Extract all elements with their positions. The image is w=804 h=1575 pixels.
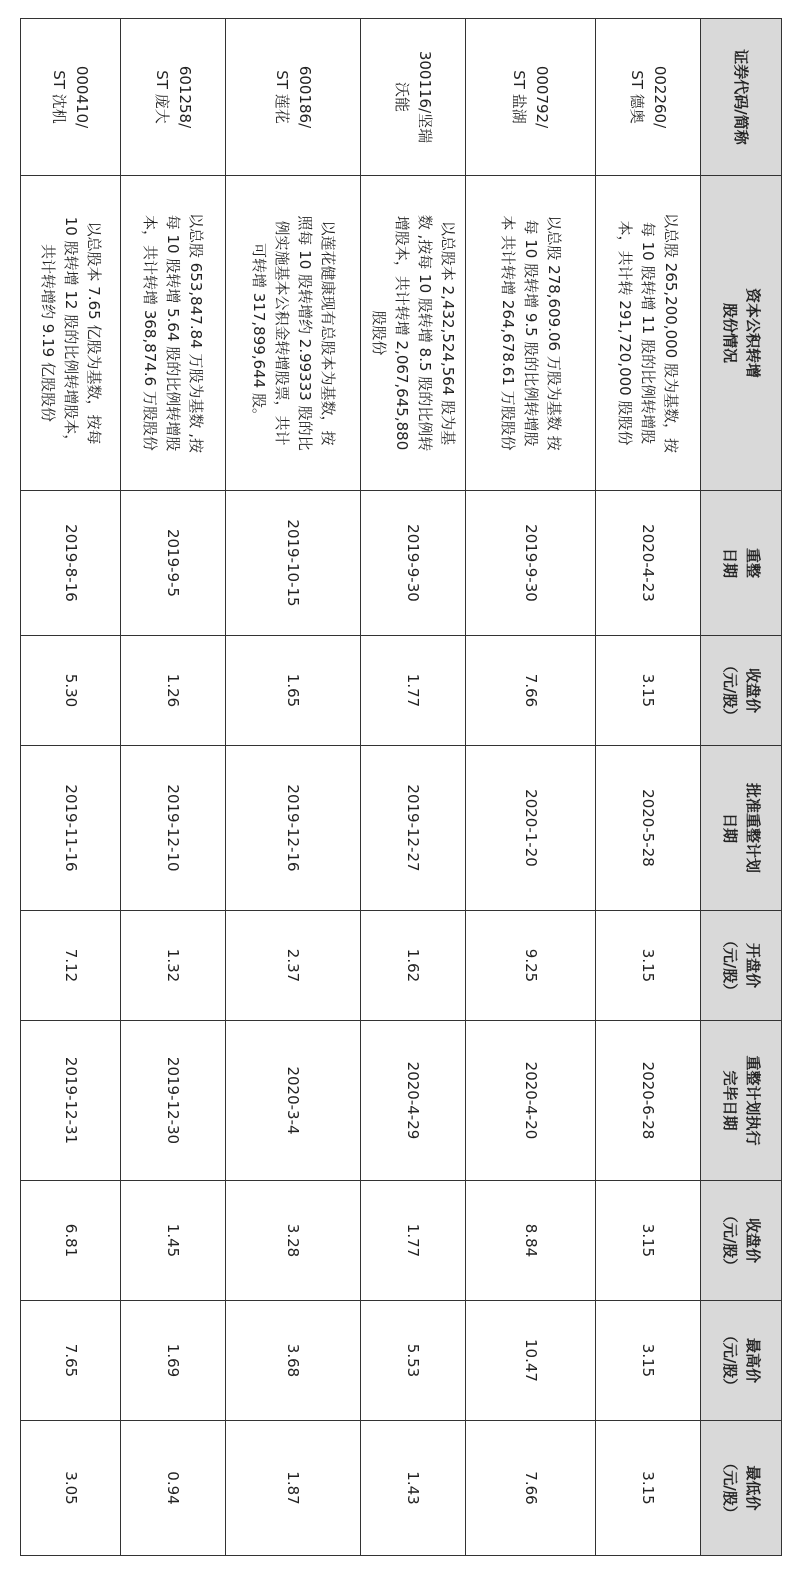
value-cell: 3.15 [596, 911, 701, 1021]
value-cell: 2020-4-23 [596, 491, 701, 636]
cell-text-line: 增股本，共计转增 2,067,645,880 [393, 215, 411, 451]
value-cell: 2019-11-16 [21, 746, 121, 911]
cell-text-line: ST 沈机 [50, 70, 69, 124]
value-cell: 2020-4-20 [466, 1021, 596, 1181]
cell-text-line: 最低价 [744, 1465, 762, 1511]
cell-text-line: 资本公积转增 [744, 287, 762, 378]
cell-text-line: 股份情况 [721, 302, 739, 363]
value-cell: 5.53 [361, 1301, 466, 1421]
value-cell: 3.15 [596, 1181, 701, 1301]
cell-text-line: 开盘价 [744, 942, 762, 988]
cell-text-line: 每 10 股转增 11 股的比例转增股 [639, 221, 658, 445]
value-cell: 6.81 [21, 1181, 121, 1301]
value-cell: 2019-12-27 [361, 746, 466, 911]
cell-text-line: （元/股） [721, 1327, 739, 1394]
cell-text-line: 收盘价 [744, 667, 762, 713]
value-cell: 2019-9-30 [466, 491, 596, 636]
column-header [701, 1181, 782, 1301]
cell-text-line: ST 庞大 [153, 70, 171, 124]
table-row [361, 19, 466, 1556]
cell-text-line: 600186/ [296, 65, 314, 129]
value-cell: 1.69 [121, 1301, 226, 1421]
cell-text-line: 000410/ [73, 65, 92, 129]
cell-text-line: 本，共计转增 368,874.6 万股股份 [141, 215, 160, 451]
value-cell: 1.62 [361, 911, 466, 1021]
value-cell: 3.15 [596, 1301, 701, 1421]
stock-code-cell [466, 19, 596, 176]
column-header [701, 911, 782, 1021]
cell-text-line: 重整 [744, 547, 762, 578]
value-cell: 3.28 [226, 1181, 361, 1301]
value-cell: 5.30 [21, 636, 121, 746]
value-cell: 7.65 [21, 1301, 121, 1421]
value-cell: 2019-12-30 [121, 1021, 226, 1181]
column-header [701, 1421, 782, 1556]
cell-text-line: 以莲花健康现有总股本为基数，按 [319, 220, 337, 446]
capital-reserve-description-cell [466, 176, 596, 491]
cell-text-line: （元/股） [721, 1455, 739, 1521]
value-cell: 0.94 [121, 1421, 226, 1556]
cell-text-line: 以总股本 7.65 亿股为基数，按每 [85, 221, 103, 445]
cell-text-line: 每 10 股转增 5.64 股的比例转增股 [164, 214, 183, 452]
cell-text-line: （元/股） [721, 1207, 739, 1274]
value-cell: 3.15 [596, 636, 701, 746]
column-header [701, 491, 782, 636]
value-cell: 2019-8-16 [21, 491, 121, 636]
value-cell: 1.32 [121, 911, 226, 1021]
value-cell: 2020-3-4 [226, 1021, 361, 1181]
header-row [701, 19, 782, 1556]
value-cell: 7.66 [466, 1421, 596, 1556]
stock-code-cell [21, 19, 121, 176]
value-cell: 2020-1-20 [466, 746, 596, 911]
stock-code-cell [596, 19, 701, 176]
capital-reserve-description-cell [361, 176, 466, 491]
cell-text-line: 照每 10 股转增约 2.99333 股的比 [296, 215, 314, 451]
capital-reserve-description-cell [596, 176, 701, 491]
value-cell: 3.68 [226, 1301, 361, 1421]
value-cell: 7.66 [466, 636, 596, 746]
stock-code-cell [121, 19, 226, 176]
value-cell: 2020-6-28 [596, 1021, 701, 1181]
cell-text-line: 批准重整计划 [744, 782, 762, 873]
column-header [701, 19, 782, 176]
capital-reserve-description-cell [226, 176, 361, 491]
cell-text-line: 以总股 278,609.06 万股为基数 按 [545, 215, 563, 451]
cell-text-line: 以总股本 2,432,524,564 股为基 [439, 220, 457, 446]
cell-text-line: ST 德奥 [628, 70, 646, 124]
cell-text-line: 本，共计转 291,720,000 股股份 [616, 220, 635, 446]
cell-text-line: （元/股） [721, 932, 739, 999]
cell-text-line: ST 盐湖 [510, 70, 529, 124]
cell-text-line: 重整计划执行 [744, 1055, 762, 1146]
cell-text-line: 股股份 [370, 310, 388, 356]
column-header [701, 1301, 782, 1421]
column-header [701, 636, 782, 746]
stock-code-cell [361, 19, 466, 176]
cell-text-line: 601258/ [176, 65, 194, 129]
cell-text-line: 沃能 [393, 81, 411, 112]
value-cell: 2019-12-31 [21, 1021, 121, 1181]
value-cell: 1.77 [361, 1181, 466, 1301]
value-cell: 8.84 [466, 1181, 596, 1301]
cell-text-line: 以总股 653,847.84 万股为基数 ,按 [187, 213, 206, 453]
value-cell: 2019-9-30 [361, 491, 466, 636]
cell-text-line: 收盘价 [744, 1217, 762, 1263]
cell-text-line: 002260/ [651, 65, 669, 129]
table-row [121, 19, 226, 1556]
cell-text-line: 可转增 317,899,644 股。 [250, 243, 268, 423]
value-cell: 2020-4-29 [361, 1021, 466, 1181]
column-header [701, 1021, 782, 1181]
cell-text-line: 日期 [721, 812, 739, 843]
restructuring-table [20, 18, 782, 1556]
cell-text-line: （元/股） [721, 657, 739, 724]
cell-text-line: 本 共计转增 264,678.61 万股股份 [499, 215, 517, 451]
cell-text-line: 10 股转增 12 股的比例转增股本， [62, 216, 80, 450]
table-row [596, 19, 701, 1556]
cell-text-line: 000792/ [533, 65, 552, 129]
cell-text-line: 例实施基本公积金转增股票，共计 [273, 220, 291, 446]
value-cell: 2019-9-5 [121, 491, 226, 636]
value-cell: 9.25 [466, 911, 596, 1021]
value-cell: 3.05 [21, 1421, 121, 1556]
column-header [701, 746, 782, 911]
value-cell: 2020-5-28 [596, 746, 701, 911]
value-cell: 1.45 [121, 1181, 226, 1301]
value-cell: 1.77 [361, 636, 466, 746]
value-cell: 7.12 [21, 911, 121, 1021]
value-cell: 10.47 [466, 1301, 596, 1421]
value-cell: 2019-10-15 [226, 491, 361, 636]
cell-text-line: 证券代码/简称 [732, 49, 751, 145]
value-cell: 1.87 [226, 1421, 361, 1556]
cell-text-line: 日期 [721, 547, 739, 578]
value-cell: 1.65 [226, 636, 361, 746]
stock-code-cell [226, 19, 361, 176]
value-cell: 2019-12-10 [121, 746, 226, 911]
column-header [701, 176, 782, 491]
table-row [226, 19, 361, 1556]
value-cell: 3.15 [596, 1421, 701, 1556]
table-row [466, 19, 596, 1556]
cell-text-line: 以总股 265,200,000 股为基数，按 [662, 213, 681, 453]
cell-text-line: 共计转增约 9.19 亿股股份 [39, 244, 57, 422]
table-row [21, 19, 121, 1556]
value-cell: 1.43 [361, 1421, 466, 1556]
cell-text-line: 数 ,按每 10 股转增 8.5 股的比例转 [416, 214, 434, 452]
capital-reserve-description-cell [21, 176, 121, 491]
value-cell: 1.26 [121, 636, 226, 746]
cell-text-line: 300116/坚瑞 [416, 50, 434, 144]
cell-text-line: 最高价 [744, 1337, 762, 1383]
value-cell: 2019-12-16 [226, 746, 361, 911]
capital-reserve-description-cell [121, 176, 226, 491]
cell-text-line: ST 莲花 [273, 70, 291, 124]
value-cell: 2.37 [226, 911, 361, 1021]
cell-text-line: 每 10 股转增 9.5 股的比例转增股 [522, 219, 540, 447]
cell-text-line: 完毕日期 [721, 1070, 739, 1131]
